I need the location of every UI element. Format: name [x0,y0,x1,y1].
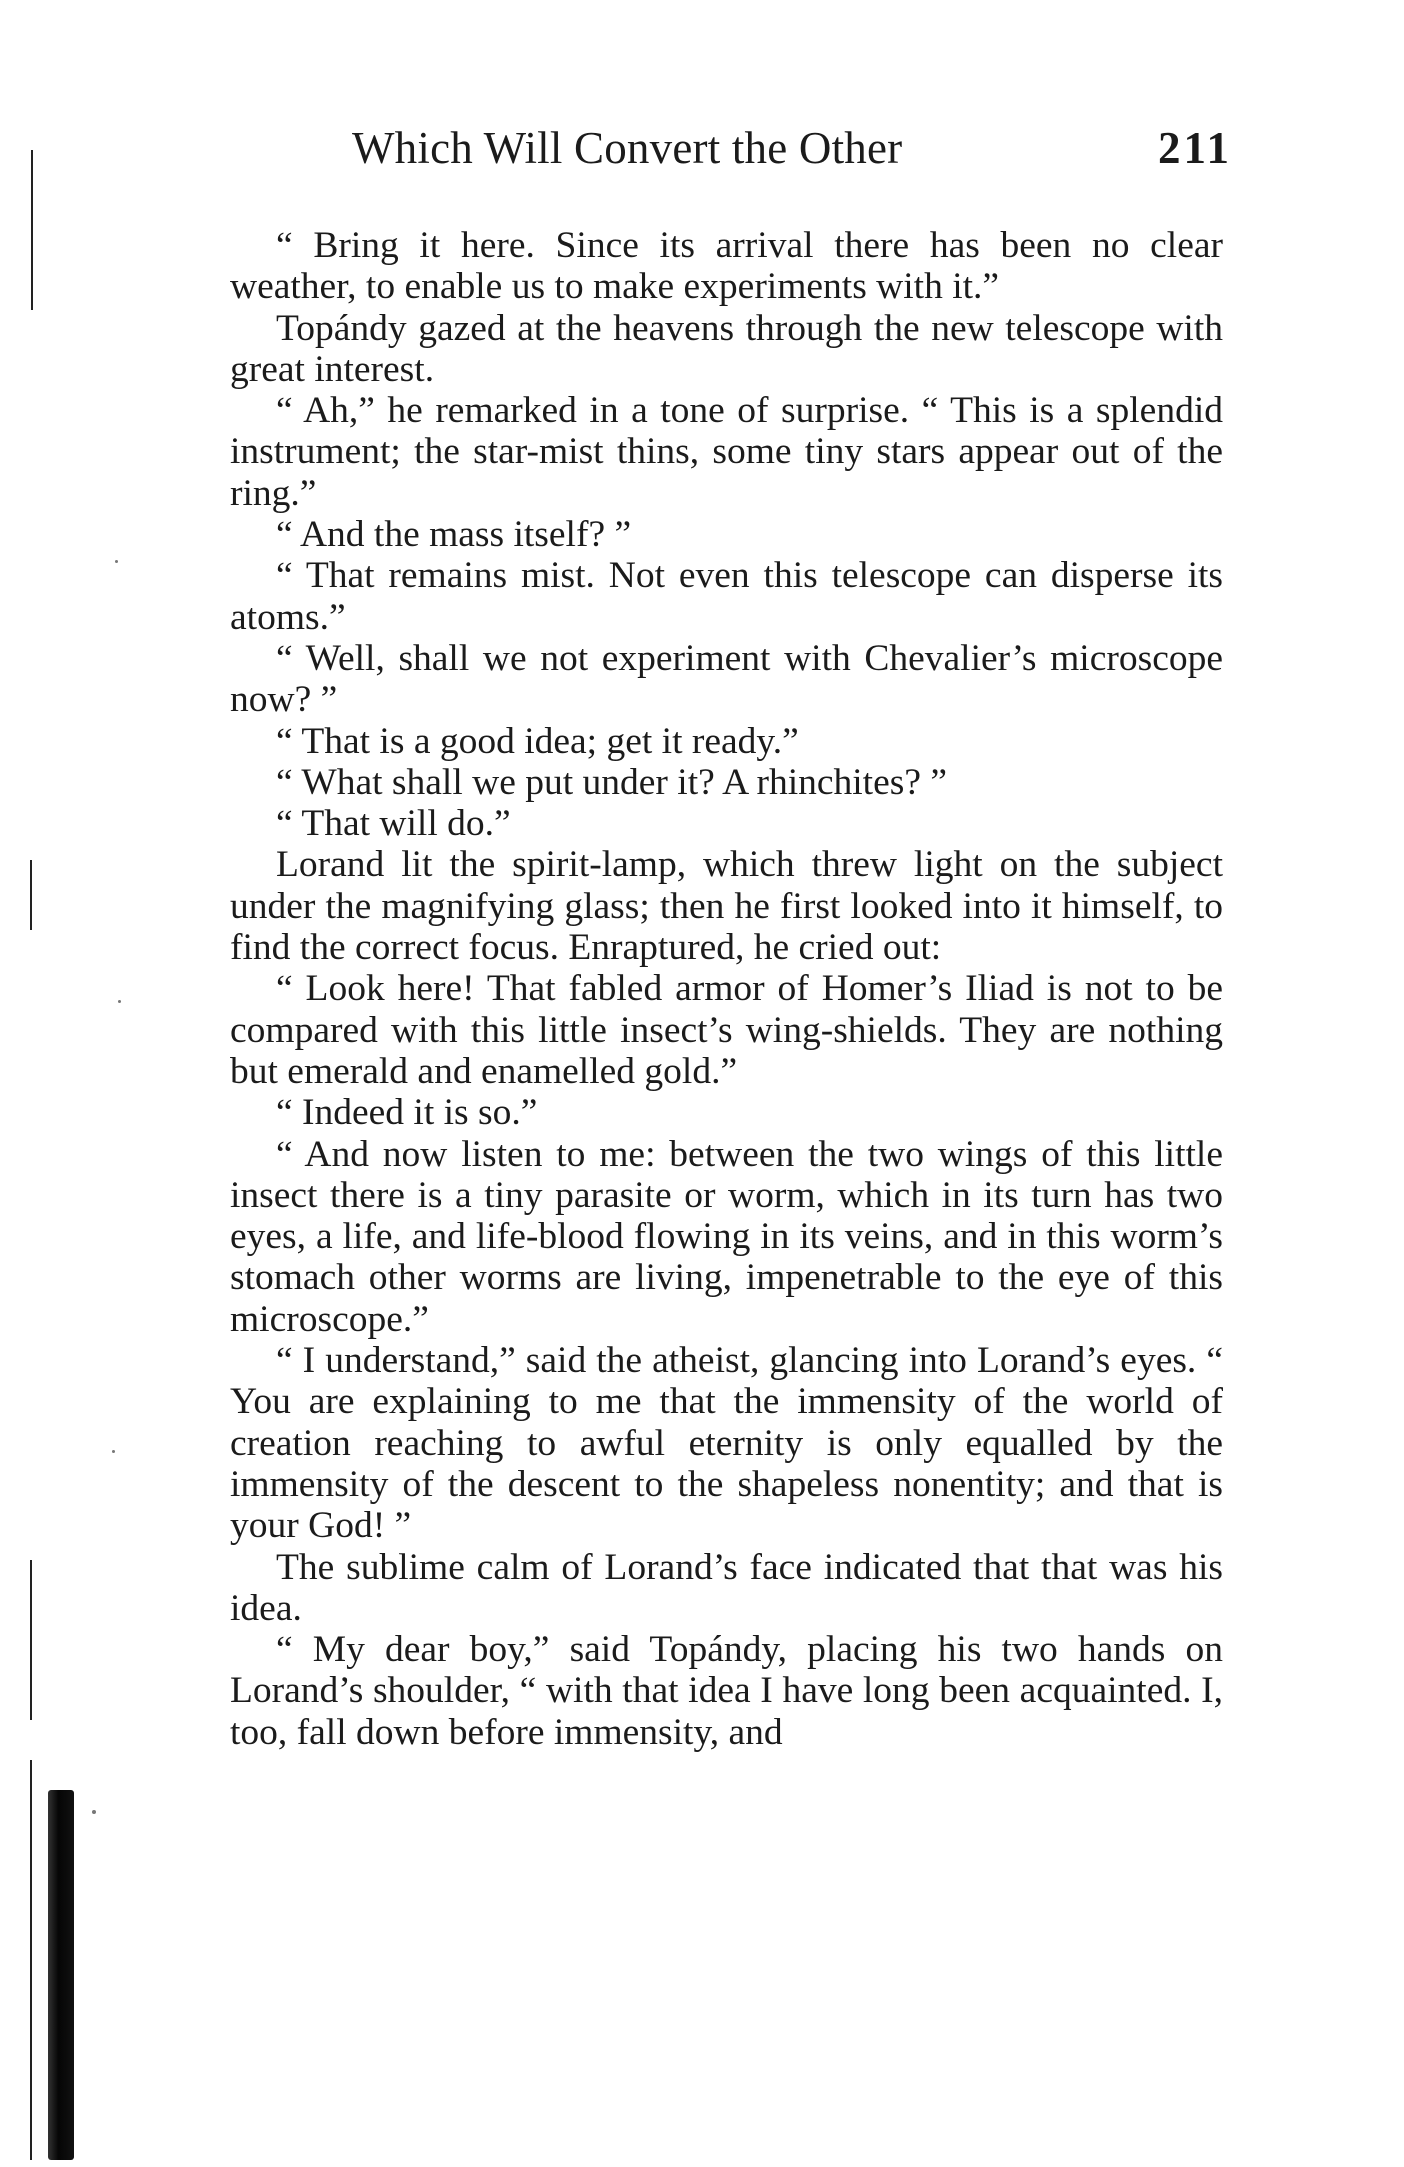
paragraph: “ Indeed it is so.” [276,1092,538,1134]
body-text [230,225,1223,1753]
binding-shadow [48,1790,74,2160]
paragraph: “ I understand,” said the atheist, glancing into Lorand’s eyes. “ You are explaining to me that the immensity of the world of creation reaching to awful eternity is only equalled by the immensity of the descent to the shapeless nonentity; and that is your God! ” [230,1340,1223,1547]
scan-speck [92,1810,96,1814]
page-header [352,118,1232,178]
page-number: 211 [1157,123,1232,173]
paragraph: “ Bring it here. Since its arrival there has been no clear weather, to enable us to make experiments with it.” [230,225,1223,308]
paragraph: “ That is a good idea; get it ready.” [276,720,799,762]
spine-edge-line [31,150,33,310]
paragraph: “ Well, shall we not experiment with Chevalier’s microscope now? ” [230,637,1223,721]
paragraph: “ And now listen to me: between the two wings of this little insect there is a tiny parasite or worm, which in its turn has two eyes, a life, and life-blood flowing in its veins, and in this worm’s stomach other worms are living, impenetrable to the eye of this microscope.” [230,1133,1223,1340]
paragraph: “ Ah,” he remarked in a tone of surprise. “ This is a splendid instrument; the star-mist thins, some tiny stars appear out of the ring.” [230,390,1223,514]
running-title: Which Will Convert the Other [352,123,903,173]
paragraph: “ That remains mist. Not even this telescope can disperse its atoms.” [230,555,1223,638]
paragraph: “ My dear boy,” said Topándy, placing his two hands on Lorand’s shoulder, “ with that idea I have long been acquainted. I, too, fall down before immensity, and [230,1629,1223,1753]
scan-speck [112,1450,115,1453]
spine-edge-line [30,1760,32,2160]
paragraph: “ Look here! That fabled armor of Homer’s Iliad is not to be compared with this little insect’s wing-shields. They are nothing but emerald and enamelled gold.” [230,968,1223,1092]
spine-edge-line [30,860,32,930]
scan-speck [115,560,118,563]
paragraph: Topándy gazed at the heavens through the new telescope with great interest. [230,307,1223,390]
paragraph: Lorand lit the spirit-lamp, which threw light on the subject under the magnifying glass; then he first looked into it himself, to find the correct focus. Enraptured, he cried out: [230,844,1223,969]
paragraph: “ And the mass itself? ” [276,514,632,556]
scan-speck [118,1000,121,1003]
paragraph: “ What shall we put under it? A rhinchites? ” [276,761,947,803]
paragraph: The sublime calm of Lorand’s face indicated that that was his idea. [230,1546,1223,1629]
paragraph: “ That will do.” [276,803,511,845]
spine-edge-line [30,1560,32,1720]
